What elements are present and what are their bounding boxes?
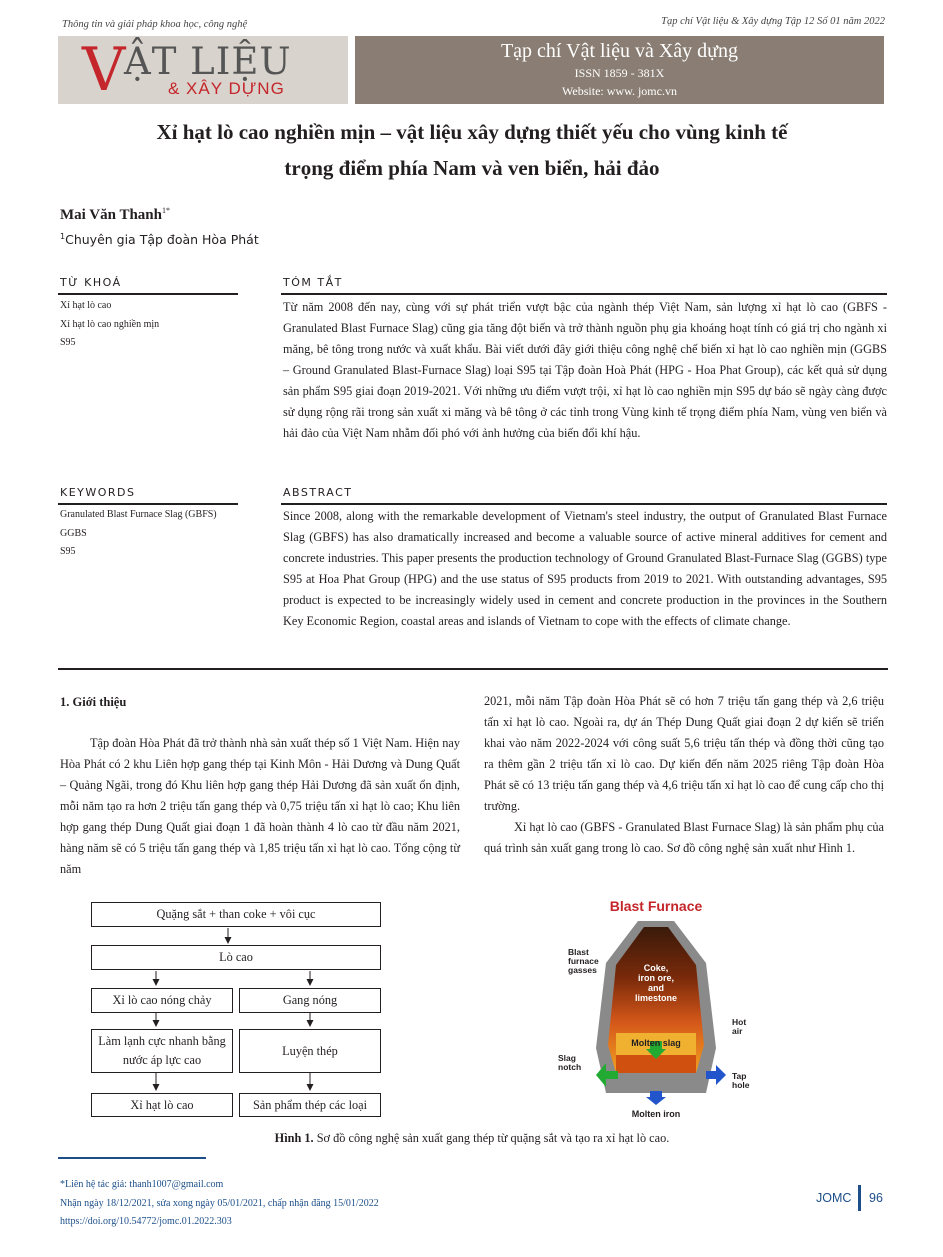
abstract-vi-text: Từ năm 2008 đến nay, cùng với sự phát triển vượt bậc của ngành thép Việt Nam, sản lượng xỉ hạt lò cao (GBFS - Granulated Blast Furnace Slag) cũng gia tăng đột biến và trở thành nguồn phụ gia khoáng hoạt tính có giá trị cho ngành xi măng, bê tông trong nước và xuất khẩu. Bài viết dưới đây giới thiệu công nghệ chế biến xỉ hạt lò cao nghiền mịn (GGBS – Ground Granulated Blast-Furnace Slag) loại S95 tại Tập đoàn Hoà Phát (HPG - Hoa Phat Group), các kết quả sử dụng sản phẩm S95 giai đoạn 2019-2021. Với những ưu điểm vượt trội, xỉ hạt lò cao nghiền mịn S95 dự báo sẽ ngày càng được sử dụng rộng rãi trong sản xuất xi măng và bê tông ở các tỉnh trong Vùng kinh tế trọng điểm phía Nam, vùng ven biển và hải đảo của Việt Nam nhằm đối phó với ảnh hưởng của biến đổi khí hậu. [283,300,887,440]
tap-hole-label: Tap hole [732,1071,750,1090]
journal-website[interactable]: Website: www. jomc.vn [562,84,677,98]
keyword-vi-3: S95 [60,337,76,348]
furnace-title: Blast Furnace [609,898,703,914]
keyword-en-1: Granulated Blast Furnace Slag (GBFS) [60,509,217,520]
affiliation-text: Chuyên gia Tập đoàn Hòa Phát [65,232,259,248]
flow-box-quench: Làm lạnh cực nhanh bằng nước áp lực cao [91,1029,233,1073]
author-name [60,206,170,224]
section-1-heading: 1. Giới thiệu [60,695,127,709]
keywords-vi-heading: TỪ KHOÁ [60,276,122,289]
flow-box-refine: Luyện thép [239,1029,381,1073]
keywords-en-heading: KEYWORDS [60,486,136,499]
flow-box-steel-product: Sản phẩm thép các loại [239,1093,381,1117]
slag-notch-label: Slag notch [558,1053,582,1072]
footnote-rule [58,1157,206,1159]
journal-tagline: Thông tin và giải pháp khoa học, công nghệ [62,19,248,30]
figure-1-label: Hình 1. [274,1131,314,1145]
footer-journal-abbr: JOMC [816,1191,852,1205]
abstract-vi-rule [281,293,887,295]
keywords-vi-rule [58,293,238,295]
hot-air-label: Hot air [732,1017,747,1036]
author-superscript: 1* [162,206,170,215]
figure-1-caption [60,1131,884,1146]
logo-subtitle: & XÂY DỰNG [168,79,285,98]
abstract-en-text: Since 2008, along with the remarkable development of Vietnam's steel industry, the output of Granulated Blast Furnace Slag (GBFS) has also dramatically increased and become a valuable source of active mineral additives for cement and concrete industries. This paper presents the production technology of Ground Granulated Blast-Furnace Slag (GGBS) type S95 at Hoa Phat Group (HPG) and the use status of S95 products from 2019 to 2021. With outstanding advantages, S95 product is expected to be increasingly widely used in cement and concrete production in the provinces in the Southern Key Economic Region, coastal areas and islands of Vietnam to cope with the effects of climate change. [283,509,887,628]
keywords-en-rule [58,503,238,505]
abstract-vi-heading: TÓM TẮT [283,276,343,289]
page-number: 96 [869,1191,883,1205]
section-1-paragraph-2: Xỉ hạt lò cao (GBFS - Granulated Blast Furnace Slag) là sản phẩm phụ của quá trình sản xuất gang trong lò cao. Sơ đồ công nghệ sản xuất như Hình 1. [484,820,884,855]
keywords-en-list [60,506,245,562]
keywords-vi-list [60,297,240,353]
furnace-charge-label: Coke, iron ore, and limestone [634,963,678,1003]
journal-name: Tạp chí Vật liệu và Xây dựng [500,40,739,62]
abstract-en-heading: ABSTRACT [283,486,353,499]
doi-link[interactable]: https://doi.org/10.54772/jomc.01.2022.303 [60,1216,232,1227]
abstract-en-rule [281,503,887,505]
section-1-paragraph-1: Tập đoàn Hòa Phát đã trở thành nhà sản xuất thép số 1 Việt Nam. Hiện nay Hòa Phát có 2 khu Liên hợp gang thép tại Kinh Môn - Hải Dương và Dung Quất – Quảng Ngãi, trong đó Khu liên hợp gang thép Hải Dương đã sản xuất ổn định, mỗi năm tạo ra hơn 2 triệu tấn gang thép và 0,75 triệu tấn xỉ hạt lò cao; Khu liên hợp gang thép Dung Quất giai đoạn 1 đã hoàn thành 4 lò cao từ đầu năm 2021, hàng năm sẽ có 5 triệu tấn gang thép và 1,85 triệu tấn xỉ hạt lò cao. Tổng cộng từ năm [60,736,460,876]
blast-furnace-illustration [556,893,756,1119]
logo-wordmark: ẬT LIỆU [124,40,292,83]
title-line-1: Xỉ hạt lò cao nghiền mịn – vật liệu xây dựng thiết yếu cho vùng kinh tế [156,120,788,144]
flow-box-hot-iron: Gang nóng [239,988,381,1013]
journal-issn: ISSN 1859 - 381X [574,66,665,80]
author-contact[interactable]: *Liên hệ tác giả: thanh1007@gmail.com [60,1179,224,1190]
keyword-vi-1: Xỉ hạt lò cao [60,300,112,311]
submission-dates: Nhận ngày 18/12/2021, sửa xong ngày 05/01/2021, chấp nhận đăng 15/01/2022 [60,1198,379,1209]
article-title [60,114,884,186]
flow-box-slag-product: Xỉ hạt lò cao [91,1093,233,1117]
keyword-en-2: GGBS [60,527,87,539]
title-line-2: trọng điểm phía Nam và ven biển, hải đảo [284,156,660,180]
keyword-en-3: S95 [60,546,76,557]
molten-slag-label: Molten slag [631,1038,681,1048]
keyword-vi-2: Xỉ hạt lò cao nghiền mịn [60,318,160,330]
section-divider [58,668,888,670]
figure-1-caption-text: Sơ đồ công nghệ sản xuất gang thép từ quặng sắt và tạo ra xỉ hạt lò cao. [316,1131,670,1145]
flow-box-molten-slag: Xỉ lò cao nóng chảy [91,988,233,1013]
flow-box-input: Quặng sắt + than coke + vôi cục [91,902,381,927]
author-name-text: Mai Văn Thanh [60,207,162,223]
furnace-gas-label: Blast furnace gasses [568,947,599,975]
molten-iron-arrow-icon [646,1091,666,1105]
section-1-paragraph-1-cont: 2021, mỗi năm Tập đoàn Hòa Phát sẽ có hơn 7 triệu tấn gang thép và 2,6 triệu tấn xỉ hạt lò cao. Ngoài ra, dự án Thép Dung Quất giai đoạn 2 dự kiến sẽ triển khai vào năm 2022-2024 với công suất 5,6 triệu tấn thép và đồng thời cũng tạo ra thêm gần 2 triệu tấn xỉ lò cao. Dự kiến đến năm 2025 riêng Tập đoàn Hòa Phát sẽ có 13 triệu tấn gang thép và 4,6 triệu tấn xỉ hạt lò cao để cung cấp cho thị trường. [484,694,884,813]
author-affiliation [60,232,259,247]
molten-iron-label: Molten iron [631,1109,681,1119]
flow-box-furnace: Lò cao [91,945,381,970]
affiliation-superscript: 1 [60,232,66,241]
issue-info: Tạp chí Vật liệu & Xây dựng Tập 12 Số 01 năm 2022 [661,16,885,27]
logo-letter-v: V [82,35,126,105]
footer-separator [858,1185,861,1211]
